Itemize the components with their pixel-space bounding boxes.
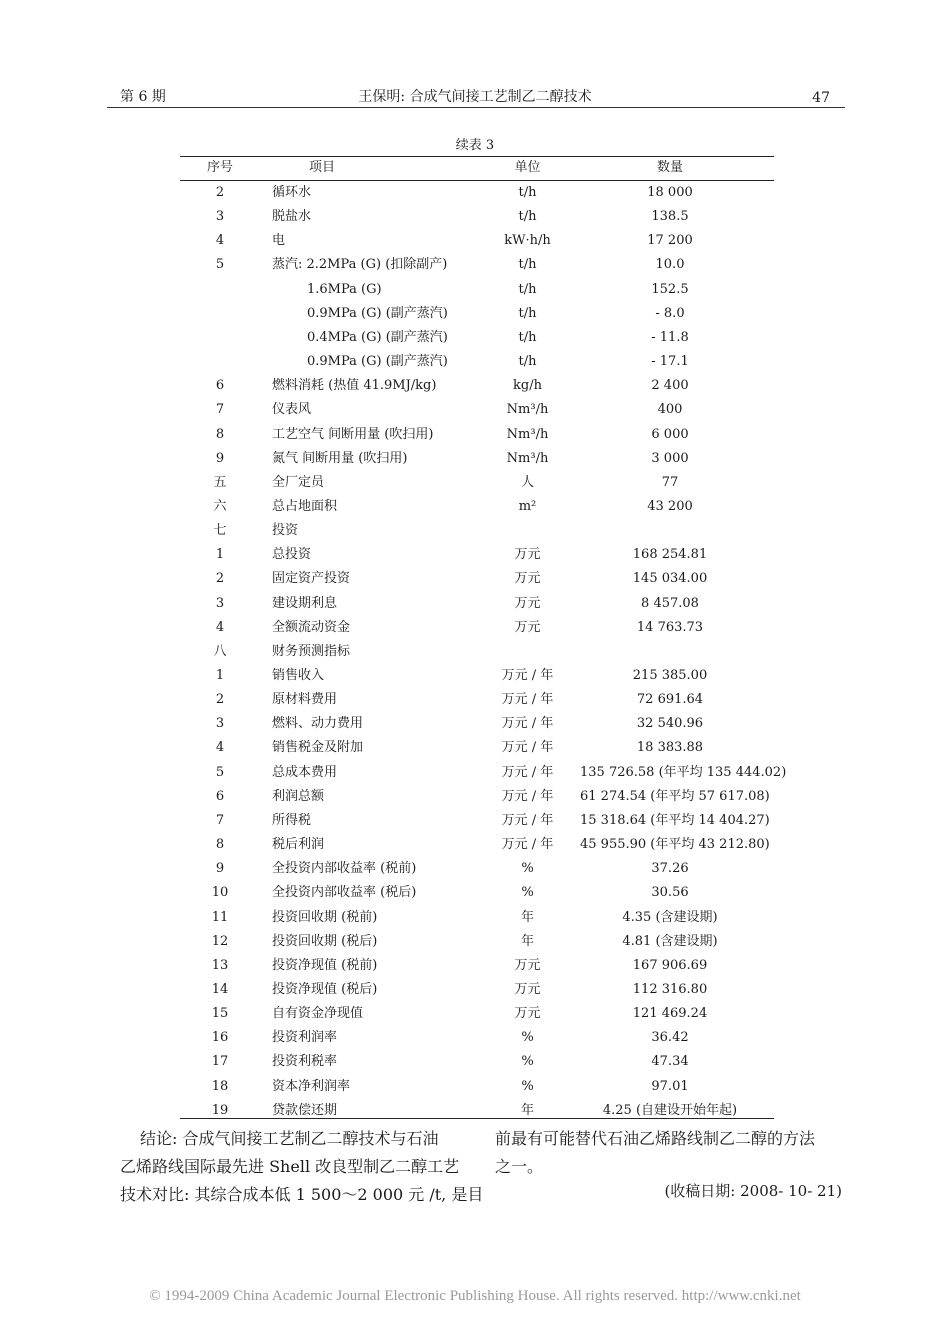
table-bottom-rule [180, 1118, 774, 1119]
row-unit: m² [518, 499, 537, 514]
row-number: 15 [211, 1006, 229, 1021]
row-item: 全投资内部收益率 (税前) [272, 861, 417, 876]
row-number: 12 [211, 934, 229, 949]
row-unit: kg/h [513, 378, 542, 393]
row-unit: 万元 [514, 1006, 541, 1021]
row-item: 建设期利息 [272, 596, 338, 611]
row-item: 投资利润率 [272, 1030, 338, 1045]
row-number: 8 [215, 837, 225, 852]
row-item: 所得税 [272, 813, 312, 828]
table-caption: 续表 3 [455, 138, 495, 153]
row-unit: t/h [518, 330, 537, 345]
row-item: 总占地面积 [272, 499, 338, 514]
row-number: 17 [211, 1054, 229, 1069]
row-quantity: 4.35 (含建设期) [622, 910, 718, 925]
column-header-qty: 数量 [656, 160, 683, 175]
row-quantity: 138.5 [651, 209, 689, 224]
row-number: 14 [211, 982, 229, 997]
row-number: 5 [215, 765, 225, 780]
row-unit: % [521, 1079, 534, 1094]
row-quantity: - 11.8 [651, 330, 689, 345]
row-unit: t/h [518, 282, 537, 297]
row-item: 投资净现值 (税后) [272, 982, 378, 997]
row-item: 总投资 [272, 547, 312, 562]
row-number: 1 [215, 547, 225, 562]
row-number: 4 [215, 620, 225, 635]
row-number: 3 [215, 209, 225, 224]
row-item: 财务预测指标 [272, 644, 351, 659]
column-header-unit: 单位 [514, 160, 541, 175]
row-quantity: 47.34 [651, 1054, 689, 1069]
row-quantity: 168 254.81 [632, 547, 708, 562]
row-item: 固定资产投资 [272, 571, 351, 586]
row-quantity: 72 691.64 [636, 692, 704, 707]
row-item: 燃料消耗 (热值 41.9MJ/kg) [272, 378, 437, 393]
table-header-rule [180, 180, 774, 181]
row-unit: 年 [520, 934, 534, 949]
row-unit: Nm³/h [506, 427, 549, 442]
row-unit: 万元 / 年 [501, 837, 554, 852]
row-quantity: 215 385.00 [632, 668, 708, 683]
row-quantity: 30.56 [651, 885, 689, 900]
row-quantity: 3 000 [651, 451, 689, 466]
row-quantity: 97.01 [651, 1079, 689, 1094]
row-quantity: 135 726.58 (年平均 135 444.02) [580, 765, 787, 780]
page-number: 47 [812, 90, 830, 106]
row-quantity: 2 400 [651, 378, 689, 393]
row-number: 4 [215, 233, 225, 248]
row-item: 1.6MPa (G) [307, 282, 382, 297]
row-item: 0.9MPa (G) (副产蒸汽) [307, 354, 448, 369]
row-unit: % [521, 885, 534, 900]
row-unit: t/h [518, 209, 537, 224]
row-quantity: 45 955.90 (年平均 43 212.80) [580, 837, 770, 852]
row-quantity: 18 383.88 [636, 740, 704, 755]
row-number: 2 [215, 185, 225, 200]
row-number: 2 [215, 692, 225, 707]
row-unit: Nm³/h [506, 451, 549, 466]
row-item: 蒸汽: 2.2MPa (G) (扣除副产) [272, 257, 448, 272]
row-item: 利润总额 [272, 789, 325, 804]
row-item: 投资回收期 (税前) [272, 910, 378, 925]
journal-issue: 第 6 期 [120, 89, 166, 105]
row-quantity: 15 318.64 (年平均 14 404.27) [580, 813, 770, 828]
row-unit: 万元 / 年 [501, 716, 554, 731]
row-unit: 万元 / 年 [501, 789, 554, 804]
row-quantity: 400 [657, 402, 683, 417]
row-item: 投资回收期 (税后) [272, 934, 378, 949]
row-item: 仪表风 [272, 402, 312, 417]
row-item: 电 [272, 233, 286, 248]
row-number: 五 [213, 475, 227, 490]
row-quantity: 6 000 [651, 427, 689, 442]
row-unit: 万元 [514, 982, 541, 997]
row-number: 八 [213, 644, 227, 659]
row-quantity: 145 034.00 [632, 571, 708, 586]
column-header-item: 项目 [308, 160, 335, 175]
row-unit: 万元 [514, 571, 541, 586]
conclusion-line-5: 之一。 [495, 1157, 544, 1176]
row-quantity: 37.26 [651, 861, 689, 876]
row-item: 资本净利润率 [272, 1079, 351, 1094]
row-unit: 万元 / 年 [501, 740, 554, 755]
row-number: 11 [211, 910, 229, 925]
row-number: 3 [215, 716, 225, 731]
row-unit: 万元 [514, 596, 541, 611]
row-number: 9 [215, 451, 225, 466]
row-number: 5 [215, 257, 225, 272]
row-item: 氮气 间断用量 (吹扫用) [272, 451, 408, 466]
row-quantity: 10.0 [655, 257, 685, 272]
row-number: 8 [215, 427, 225, 442]
row-number: 1 [215, 668, 225, 683]
row-number: 2 [215, 571, 225, 586]
row-item: 投资利税率 [272, 1054, 338, 1069]
row-unit: 年 [520, 1103, 534, 1118]
row-item: 全厂定员 [272, 475, 325, 490]
row-unit: 万元 [514, 620, 541, 635]
row-quantity: 4.81 (含建设期) [622, 934, 718, 949]
column-header-no: 序号 [206, 160, 233, 175]
row-unit: kW·h/h [504, 233, 551, 248]
row-number: 9 [215, 861, 225, 876]
conclusion-line-3: 技术对比: 其综合成本低 1 500～2 000 元 /t, 是目 [120, 1185, 484, 1204]
row-quantity: 36.42 [651, 1030, 689, 1045]
received-date: (收稿日期: 2008- 10- 21) [664, 1182, 842, 1200]
row-unit: Nm³/h [506, 402, 549, 417]
row-unit: 万元 [514, 547, 541, 562]
row-item: 贷款偿还期 [272, 1103, 338, 1118]
copyright-notice: © 1994-2009 China Academic Journal Electronic Publishing House. All rights reserved. http://www.cnki.net [149, 1288, 801, 1304]
row-quantity: 32 540.96 [636, 716, 704, 731]
row-quantity: 112 316.80 [632, 982, 708, 997]
row-item: 工艺空气 间断用量 (吹扫用) [272, 427, 434, 442]
row-number: 18 [211, 1079, 229, 1094]
row-item: 投资净现值 (税前) [272, 958, 378, 973]
row-item: 总成本费用 [272, 765, 338, 780]
running-title: 王保明: 合成气间接工艺制乙二醇技术 [358, 89, 592, 105]
row-quantity: 167 906.69 [632, 958, 708, 973]
row-quantity: 17 200 [647, 233, 693, 248]
row-unit: 万元 / 年 [501, 813, 554, 828]
conclusion-line-2: 乙烯路线国际最先进 Shell 改良型制乙二醇工艺 [120, 1157, 460, 1176]
row-quantity: 61 274.54 (年平均 57 617.08) [580, 789, 770, 804]
row-number: 3 [215, 596, 225, 611]
row-item: 0.9MPa (G) (副产蒸汽) [307, 306, 448, 321]
row-item: 销售收入 [272, 668, 325, 683]
row-item: 销售税金及附加 [272, 740, 364, 755]
row-unit: 人 [520, 475, 534, 490]
row-number: 13 [211, 958, 229, 973]
row-unit: 万元 [514, 958, 541, 973]
row-number: 4 [215, 740, 225, 755]
table-top-rule [180, 156, 774, 157]
row-number: 6 [215, 789, 225, 804]
row-item: 投资 [272, 523, 299, 538]
row-unit: 万元 / 年 [501, 668, 554, 683]
row-number: 10 [211, 885, 229, 900]
row-unit: % [521, 861, 534, 876]
conclusion-line-1: 结论: 合成气间接工艺制乙二醇技术与石油 [140, 1129, 439, 1148]
row-item: 燃料、动力费用 [272, 716, 364, 731]
row-quantity: 8 457.08 [641, 596, 699, 611]
row-unit: 万元 / 年 [501, 765, 554, 780]
row-quantity: 43 200 [647, 499, 693, 514]
row-item: 税后利润 [272, 837, 325, 852]
row-item: 脱盐水 [272, 209, 312, 224]
row-number: 七 [213, 523, 227, 538]
row-unit: % [521, 1054, 534, 1069]
row-unit: t/h [518, 185, 537, 200]
row-quantity: 14 763.73 [636, 620, 704, 635]
row-unit: t/h [518, 354, 537, 369]
row-item: 全投资内部收益率 (税后) [272, 885, 417, 900]
row-number: 7 [215, 402, 225, 417]
row-item: 0.4MPa (G) (副产蒸汽) [307, 330, 448, 345]
row-quantity: 18 000 [647, 185, 693, 200]
row-unit: t/h [518, 306, 537, 321]
row-number: 16 [211, 1030, 229, 1045]
row-unit: 万元 / 年 [501, 692, 554, 707]
row-quantity: 152.5 [651, 282, 689, 297]
row-unit: t/h [518, 257, 537, 272]
row-quantity: 4.25 (自建设开始年起) [602, 1103, 738, 1118]
header-rule [107, 107, 845, 108]
conclusion-line-4: 前最有可能替代石油乙烯路线制乙二醇的方法 [495, 1129, 816, 1148]
row-quantity: 121 469.24 [632, 1006, 708, 1021]
row-item: 全额流动资金 [272, 620, 351, 635]
row-quantity: - 8.0 [655, 306, 685, 321]
row-item: 自有资金净现值 [272, 1006, 364, 1021]
row-item: 循环水 [272, 185, 312, 200]
row-number: 19 [211, 1103, 229, 1118]
row-quantity: 77 [661, 475, 679, 490]
row-number: 7 [215, 813, 225, 828]
row-number: 6 [215, 378, 225, 393]
row-quantity: - 17.1 [651, 354, 689, 369]
row-unit: % [521, 1030, 534, 1045]
row-unit: 年 [520, 910, 534, 925]
row-item: 原材料费用 [272, 692, 338, 707]
row-number: 六 [213, 499, 227, 514]
